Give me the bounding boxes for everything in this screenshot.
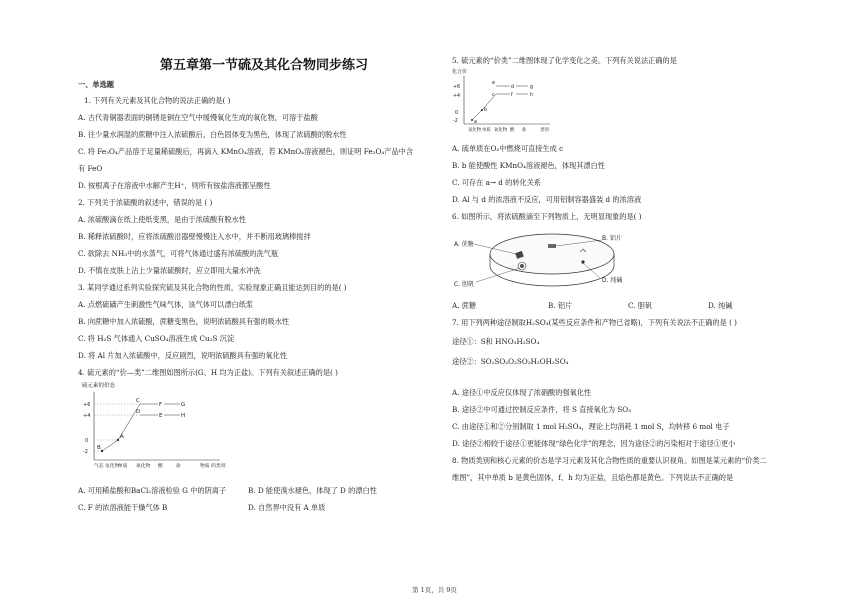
option-4d: D. 自然界中没有 A 单质 xyxy=(248,503,326,512)
option-3d: D. 将 Al 片加入浓硫酸中，反应剧烈，说明浓硫酸具有强的氧化性 xyxy=(78,351,288,360)
option-1c-cont: 有 FeO xyxy=(78,164,103,173)
chart5-ytick: +6 xyxy=(453,85,461,90)
chart4-point-C: C xyxy=(136,398,140,404)
chart5-ytick: -2 xyxy=(453,119,458,124)
chart4-xtick: 单质 xyxy=(118,464,128,469)
option-5a: A. 硫单质在O₂中燃烧可直接生成 c xyxy=(452,144,564,153)
chart4-point-G: G xyxy=(181,402,186,408)
question-3: 3. 某同学通过系列实验探究硫及其化合物的性质，实验现象正确且能达到目的的是( ) xyxy=(78,283,347,292)
chart4-xtick: 盐 xyxy=(176,464,181,469)
page-footer: 第 1页，共 9页 xyxy=(412,586,457,594)
chart4-point-F: F xyxy=(159,402,163,408)
option-6d: D. 纯碱 xyxy=(708,301,733,310)
chart4-xtick: 酸 xyxy=(158,464,163,469)
question-1: 1. 下列有关元素及其化合物的说法正确的是( ) xyxy=(84,96,231,105)
chart4-point-H: H xyxy=(181,413,186,419)
chart5-point-a: a xyxy=(474,120,477,125)
option-6b: B. 铝片 xyxy=(548,301,573,310)
valence-class-chart-q5 xyxy=(450,66,560,138)
chart5-point-h: h xyxy=(530,93,534,98)
chart4-point-D: D xyxy=(136,409,141,415)
chart5-point-e: e xyxy=(492,81,495,86)
chart5-xtick: 酸 xyxy=(510,128,515,133)
option-2c: C. 欲除去 NH₃中的水蒸气，可将气体通过盛有浓硫酸的洗气瓶 xyxy=(78,249,279,258)
chart5-point-f: f xyxy=(511,93,513,98)
chart4-xtick: 气态 氢化物 xyxy=(94,464,120,469)
question-2: 2. 下列关于浓硫酸的叙述中，错误的是 ( ) xyxy=(78,198,213,207)
option-2a: A. 浓硫酸滴在纸上使纸变黑，是由于浓硫酸有脱水性 xyxy=(78,215,246,224)
option-7a: A. 途径①中反应仅体现了浓硝酸的强氧化性 xyxy=(452,388,592,397)
chart5-xtick: 盐 xyxy=(522,128,527,133)
dish-label-a: A. 蔗糖 xyxy=(454,241,474,248)
chart5-xtick: 氧化物 xyxy=(494,128,508,133)
option-5b: B. b 能使酸性 KMnO₄溶液褪色，体现其漂白性 xyxy=(452,161,605,170)
option-7b: B. 途径②中可通过控制反应条件，将 S 直接氧化为 SO₃ xyxy=(452,405,632,414)
option-5d: D. Al 与 d 的浓溶液不反应，可用铝制容器盛装 d 的浓溶液 xyxy=(452,195,642,204)
valence-class-chart-q4 xyxy=(80,380,230,478)
chart5-ylabel: 化合价 xyxy=(452,69,468,75)
option-6c: C. 胆矾 xyxy=(628,301,653,310)
section-heading: 一、单选题 xyxy=(78,80,114,89)
option-3b: B. 向蔗糖中加入浓硫酸，蔗糖变黑色，说明浓硫酸具有强的吸水性 xyxy=(78,317,290,326)
question-8-cont: 维图”，其中单质 b 是黄色固体，f、h 均为正盐，且焰色都是黄色。下列说法不正确的是 xyxy=(452,473,734,482)
chart4-xtick: 氧化物 xyxy=(136,464,151,469)
option-3a: A. 点燃硫磺产生刺激性气味气体，该气体可以漂白纸浆 xyxy=(78,300,254,309)
question-4: 4. 硫元素的“价—类”二维图如图所示(G、H 均为正盐)。下列有关叙述正确的是( ) xyxy=(78,368,338,377)
option-1d: D. 铵根离子在溶液中水解产生H⁺，则所有铵盐溶液都呈酸性 xyxy=(78,181,271,190)
option-1b: B. 往少量水润湿的蔗糖中注入浓硫酸后，白色固体变为黑色，体现了浓硫酸的脱水性 xyxy=(78,130,347,139)
dish-label-d: D. 纯碱 xyxy=(602,277,623,284)
chart5-point-b: b xyxy=(484,108,488,113)
option-4a: A. 可用稀盐酸和BaCl₂溶液检验 G 中的阴离子 xyxy=(78,486,227,495)
dish-label-c: C. 胆矾 xyxy=(454,281,475,288)
question-6: 6. 如图所示，将浓硫酸滴至下列物质上，无明显现象的是( ) xyxy=(452,212,642,221)
chart4-xtick: 物质 的类别 xyxy=(200,464,226,469)
chart4-ytick: +6 xyxy=(83,402,91,408)
chart4-ytick: +4 xyxy=(83,413,91,419)
chart5-xtick: 单质 xyxy=(482,128,491,133)
chart4-point-E: E xyxy=(159,413,163,419)
option-4c: C. F 的浓溶液能干燥气体 B xyxy=(78,503,168,512)
dish-label-b: B. 铝片 xyxy=(602,235,622,242)
chart4-ytick: -2 xyxy=(83,449,88,455)
option-7d: D. 途径②相较于途径①更能体现“绿色化学”的理念，因为途径②的污染相对于途径①更小 xyxy=(452,439,736,448)
chart5-xtick: 氢化物 xyxy=(468,128,482,133)
question-7: 7. 用下列两种途径制取H₂SO₄(某些反应条件和产物已省略)，下列有关说法不正确的是 ( ) xyxy=(452,318,737,327)
route-1: 途径①：S和 HNO₃H₂SO₄ xyxy=(452,337,540,346)
chart5-point-g: g xyxy=(530,85,534,90)
option-1c: C. 将 Fe₃O₄产品溶于足量稀硫酸后，再滴入 KMnO₄溶液，若 KMnO₄溶液褪色，则证明 Fe₃O₄产品中含 xyxy=(78,147,414,156)
chart5-xtick: 类别 xyxy=(540,128,549,133)
chart4-point-A: A xyxy=(120,434,124,440)
option-2d: D. 不慎在皮肤上沾上少量浓硫酸时，应立即用大量水冲洗 xyxy=(78,266,261,275)
option-3c: C. 将 H₂S 气体通入 CuSO₄溶液生成 Cu₂S 沉淀 xyxy=(78,334,235,343)
chart4-ylabel: 硫元素的价态 xyxy=(82,383,116,389)
chart5-point-c: c xyxy=(492,93,495,98)
question-8: 8. 物质类别和核心元素的价态是学习元素及其化合物性质的重要认识视角。如图是某元素的“价类二 xyxy=(452,456,767,465)
option-1a: A. 古代青铜器表面的铜锈是铜在空气中缓慢氧化生成的氧化物，可溶于盐酸 xyxy=(78,113,318,122)
page-title: 第五章第一节硫及其化合物同步练习 xyxy=(160,58,369,73)
option-7c: C. 由途径①和②分别制取 1 mol H₂SO₄，理论上均消耗 1 mol S，均转移 6 mol 电子 xyxy=(452,422,730,431)
chart4-ytick: 0 xyxy=(85,438,89,444)
option-4b: B. D 能使溴水褪色，体现了 D 的漂白性 xyxy=(248,486,377,495)
chart5-ytick: 0 xyxy=(455,111,459,116)
option-5c: C. 可存在 a→ d 的转化关系 xyxy=(452,178,542,187)
chart4-point-B: B xyxy=(97,445,101,451)
option-6a: A. 蔗糖 xyxy=(452,301,477,310)
chart5-ytick: +4 xyxy=(453,94,461,99)
route-2: 途径②：SO₂SO₂O₂SO₃H₂OH₂SO₄ xyxy=(452,357,569,366)
chart5-point-d: d xyxy=(511,85,515,90)
question-5: 5. 硫元素的“价类”二维图体现了化学变化之美。下列有关说法正确的是 xyxy=(452,56,677,65)
petri-dish-figure xyxy=(452,222,652,294)
option-2b: B. 稀释浓硫酸时，应将浓硫酸沿器壁慢慢注入水中，并不断用玻璃棒搅拌 xyxy=(78,232,311,241)
